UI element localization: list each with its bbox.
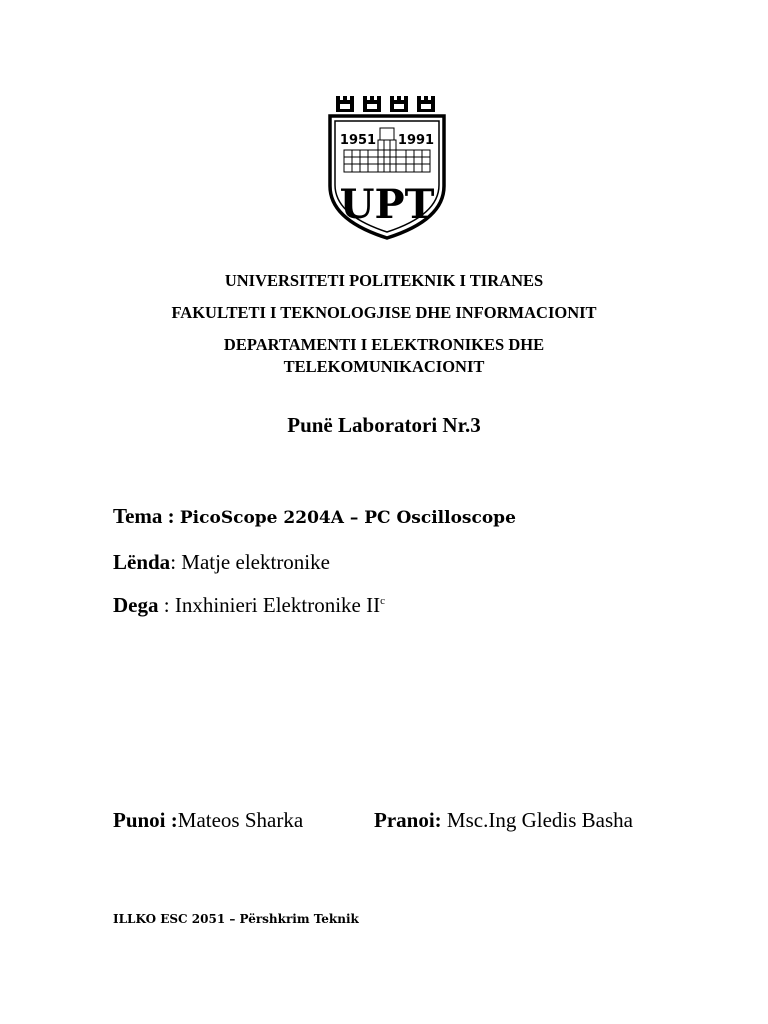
tema-label: Tema :: [113, 504, 175, 528]
punoi-value: Mateos Sharka: [177, 808, 304, 832]
pranoi-label: Pranoi:: [374, 808, 442, 832]
department-line-2: TELEKOMUNIKACIONIT: [283, 357, 485, 376]
pranoi-field: [374, 808, 633, 833]
upt-logo: [326, 94, 448, 240]
lenda-field: [113, 550, 330, 575]
lenda-value: : Matje elektronike: [170, 550, 330, 574]
dega-field: [113, 593, 385, 618]
tema-value: PicoScope 2204A – PC Oscilloscope: [179, 508, 516, 528]
punoi-label: Punoi :: [113, 808, 178, 832]
dega-superscript: c: [380, 595, 385, 607]
logo-year-left: 1951: [339, 133, 377, 148]
faculty-name: FAKULTETI I TEKNOLOGJISE DHE INFORMACIONIT: [171, 303, 597, 322]
pranoi-value: Msc.Ing Gledis Basha: [441, 808, 633, 832]
logo-letters: UPT: [339, 181, 435, 228]
logo-year-right: 1991: [397, 133, 435, 148]
lenda-label: Lënda: [113, 550, 171, 574]
battlements: [336, 96, 435, 112]
document-title: Punë Laboratori Nr.3: [287, 413, 481, 437]
tema-field: [113, 504, 516, 529]
dega-label: Dega: [113, 593, 159, 617]
punoi-field: [113, 808, 303, 833]
university-name: UNIVERSITETI POLITEKNIK I TIRANES: [224, 271, 544, 290]
footer-text: ILLKO ESC 2051 – Përshkrim Teknik: [113, 912, 359, 926]
department-line-1: DEPARTAMENTI I ELEKTRONIKES DHE: [223, 335, 545, 354]
dega-value: : Inxhinieri Elektronike II: [158, 593, 381, 617]
